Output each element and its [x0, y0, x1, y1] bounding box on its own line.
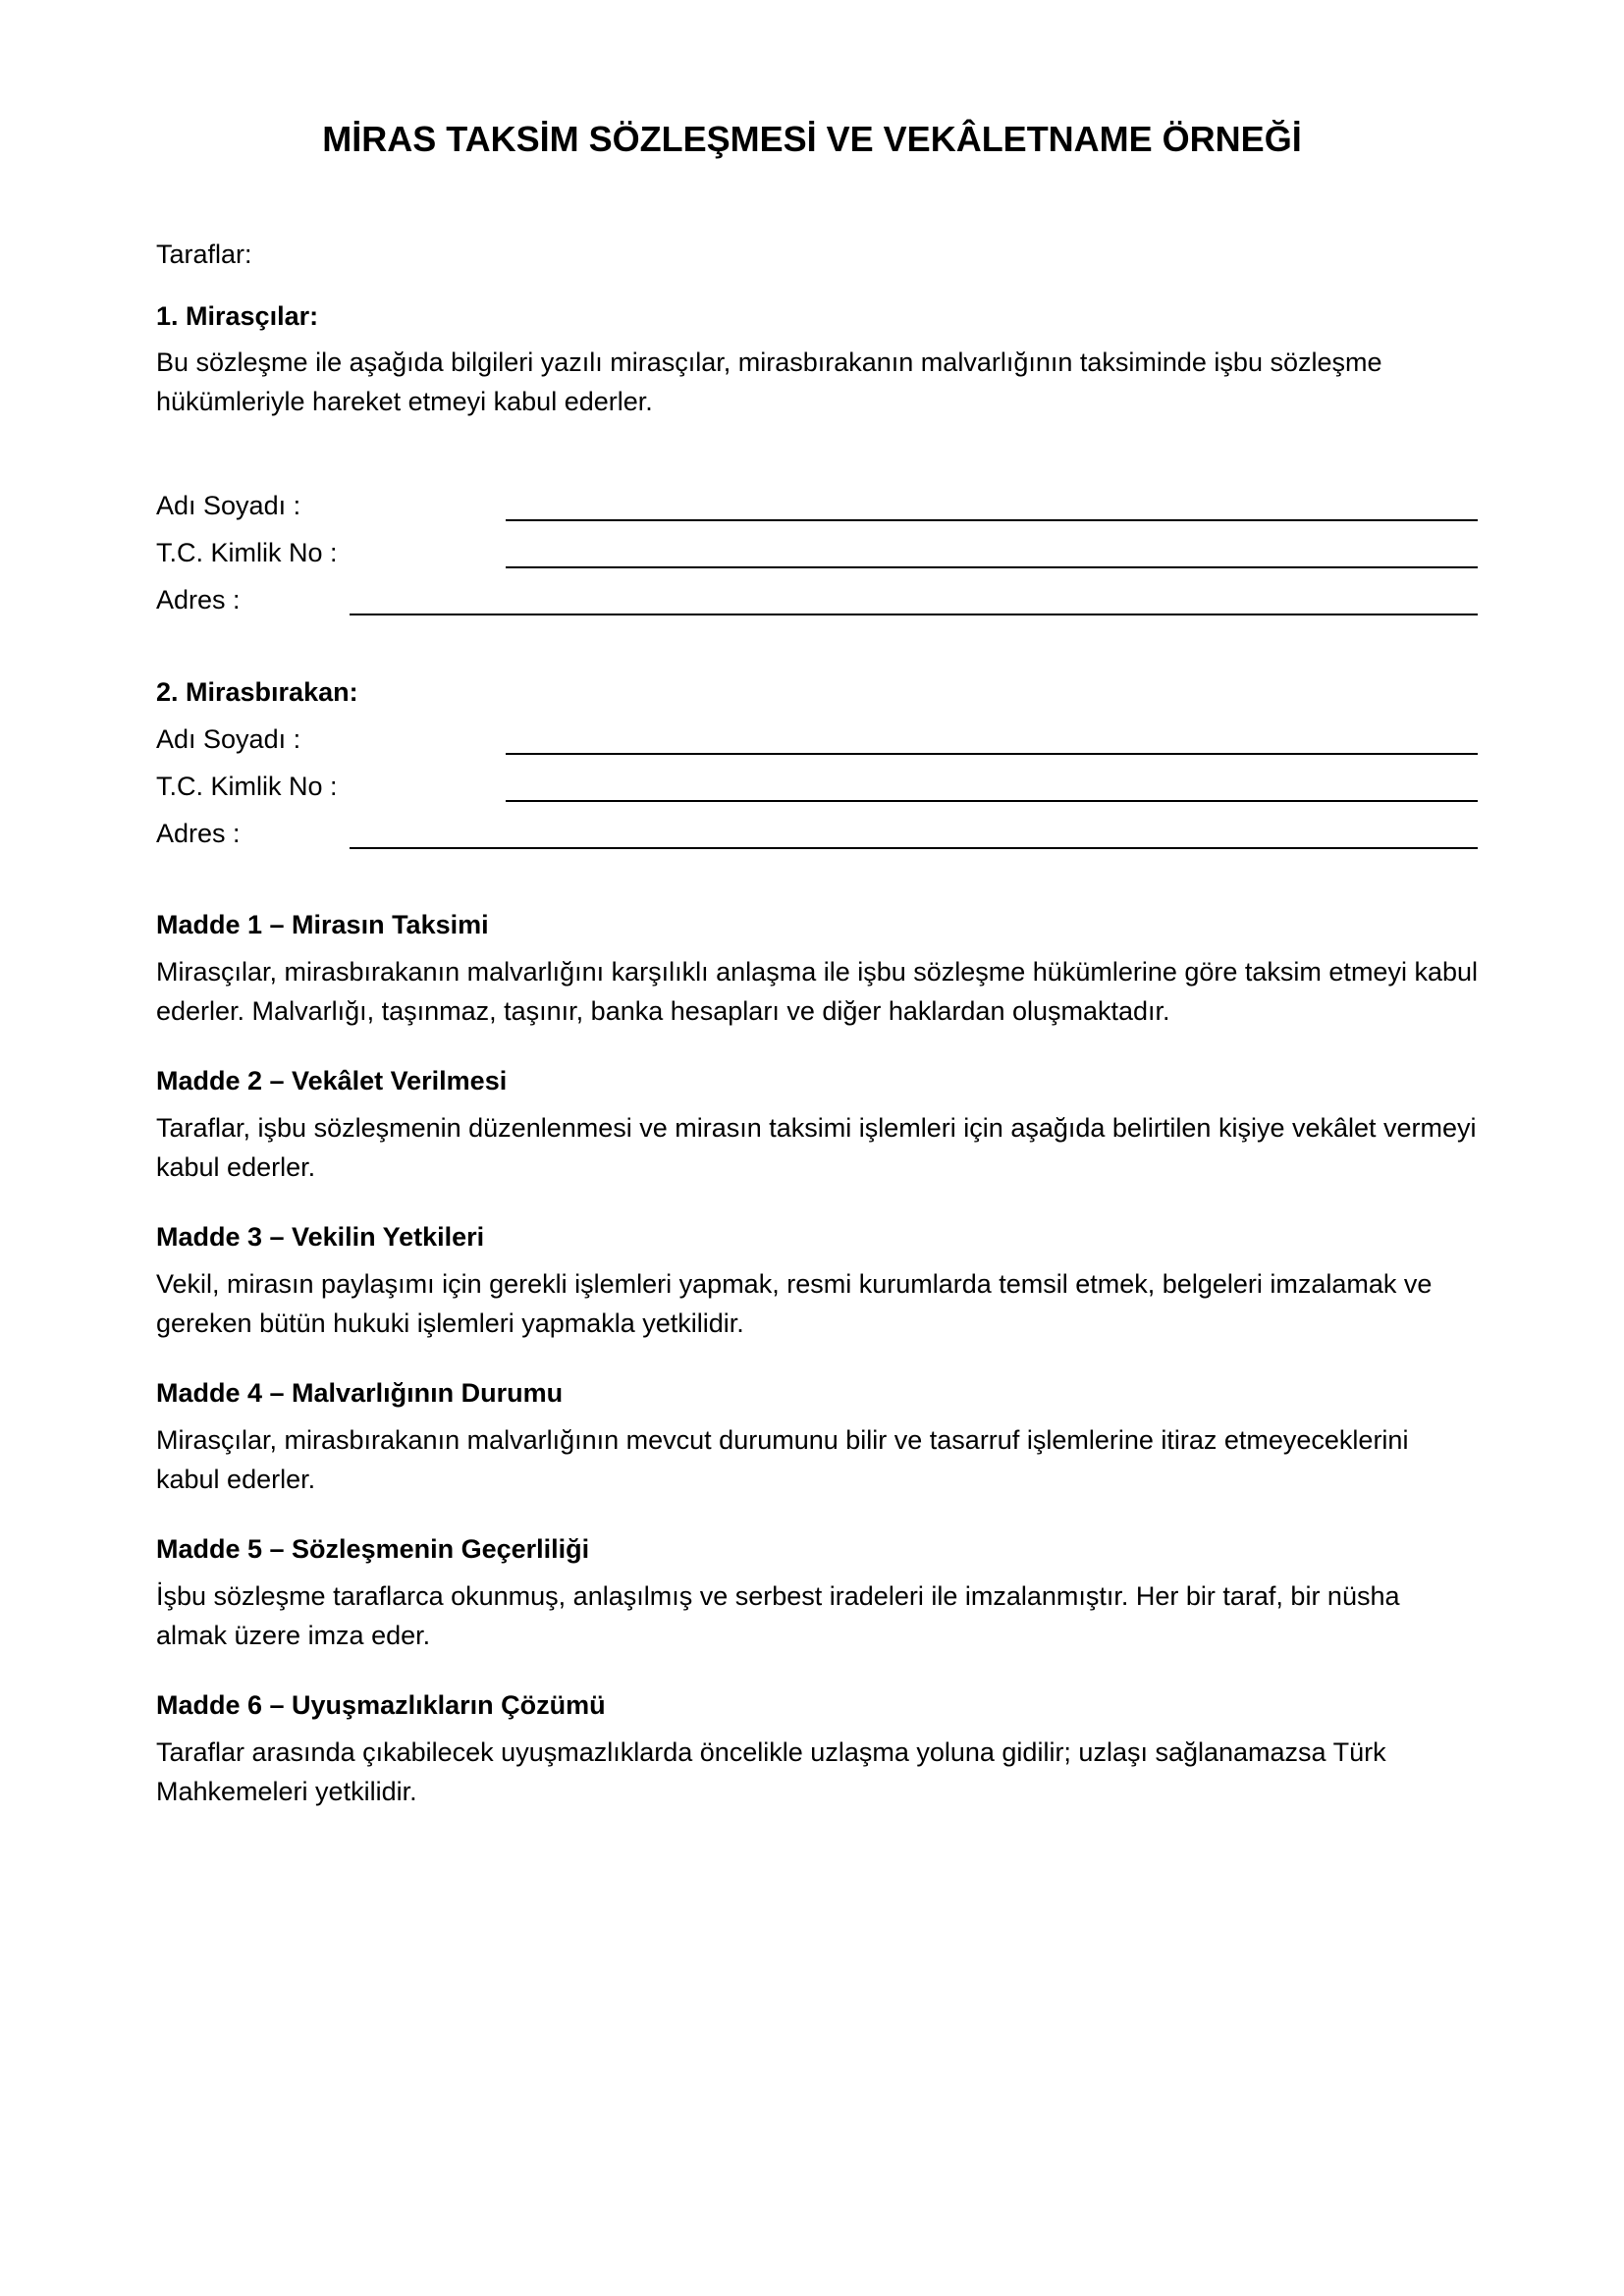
heirs-address-row[interactable] — [156, 580, 1478, 619]
article-4-text: Mirasçılar, mirasbırakanın malvarlığının mevcut durumunu bilir ve tasarruf işlemlerine itiraz etmeyeceklerini kabul ederler. — [156, 1425, 1409, 1494]
article-3-text: Vekil, mirasın paylaşımı için gerekli işlemleri yapmak, resmi kurumlarda temsil etmek, belgeleri imzalamak ve gereken bütün hukuki işlemleri yapmakla yetkilidir. — [156, 1269, 1433, 1338]
document-title: MİRAS TAKSİM SÖZLEŞMESİ VE VEKÂLETNAME ÖRNEĞİ — [322, 119, 1302, 159]
decedent-name-field[interactable] — [506, 753, 1478, 755]
heirs-heading: 1. Mirasçılar: — [156, 301, 319, 331]
article-4-heading: Madde 4 – Malvarlığının Durumu — [156, 1378, 564, 1408]
heirs-address-label: Adres : — [156, 585, 241, 614]
heirs-id-label: T.C. Kimlik No : — [156, 538, 338, 567]
article-3-heading: Madde 3 – Vekilin Yetkileri — [156, 1222, 485, 1252]
decedent-id-row[interactable] — [156, 767, 1478, 806]
article-6-text: Taraflar arasında çıkabilecek uyuşmazlıklarda öncelikle uzlaşma yoluna gidilir; uzlaşı sağlanamazsa Türk Mahkemeleri yetkilidir. — [156, 1737, 1386, 1806]
article-6-heading: Madde 6 – Uyuşmazlıkların Çözümü — [156, 1690, 606, 1720]
heirs-intro: Bu sözleşme ile aşağıda bilgileri yazılı mirasçılar, mirasbırakanın malvarlığının taksiminde işbu sözleşme hükümleriyle hareket etmeyi kabul ederler. — [156, 347, 1382, 416]
heirs-name-label: Adı Soyadı : — [156, 491, 301, 520]
article-1-text: Mirasçılar, mirasbırakanın malvarlığını karşılıklı anlaşma ile işbu sözleşme hükümlerine göre taksim etmeyi kabul ederler. Malvarlığı, taşınmaz, taşınır, banka hesapları ve diğer haklardan oluşmaktadır. — [156, 957, 1478, 1026]
decedent-address-row[interactable] — [156, 814, 1478, 853]
parties-label: Taraflar: — [156, 240, 252, 269]
article-2-text: Taraflar, işbu sözleşmenin düzenlenmesi ve mirasın taksimi işlemleri için aşağıda belirtilen kişiye vekâlet vermeyi kabul ederler. — [156, 1113, 1477, 1182]
heirs-address-field[interactable] — [350, 614, 1478, 615]
decedent-heading: 2. Mirasbırakan: — [156, 677, 358, 707]
article-5-text: İşbu sözleşme taraflarca okunmuş, anlaşılmış ve serbest iradeleri ile imzalanmıştır. Her bir taraf, bir nüsha almak üzere imza eder. — [156, 1581, 1400, 1650]
article-5-heading: Madde 5 – Sözleşmenin Geçerliliği — [156, 1534, 590, 1564]
decedent-id-field[interactable] — [506, 800, 1478, 802]
heirs-id-field[interactable] — [506, 566, 1478, 568]
article-2-heading: Madde 2 – Vekâlet Verilmesi — [156, 1066, 508, 1095]
decedent-id-label: T.C. Kimlik No : — [156, 772, 338, 801]
heirs-name-field[interactable] — [506, 519, 1478, 521]
article-1-heading: Madde 1 – Mirasın Taksimi — [156, 910, 489, 939]
decedent-name-label: Adı Soyadı : — [156, 724, 301, 754]
decedent-address-label: Adres : — [156, 819, 241, 848]
decedent-name-row[interactable] — [156, 720, 1478, 759]
heirs-id-row[interactable] — [156, 533, 1478, 572]
heirs-name-row[interactable] — [156, 486, 1478, 525]
decedent-address-field[interactable] — [350, 847, 1478, 849]
